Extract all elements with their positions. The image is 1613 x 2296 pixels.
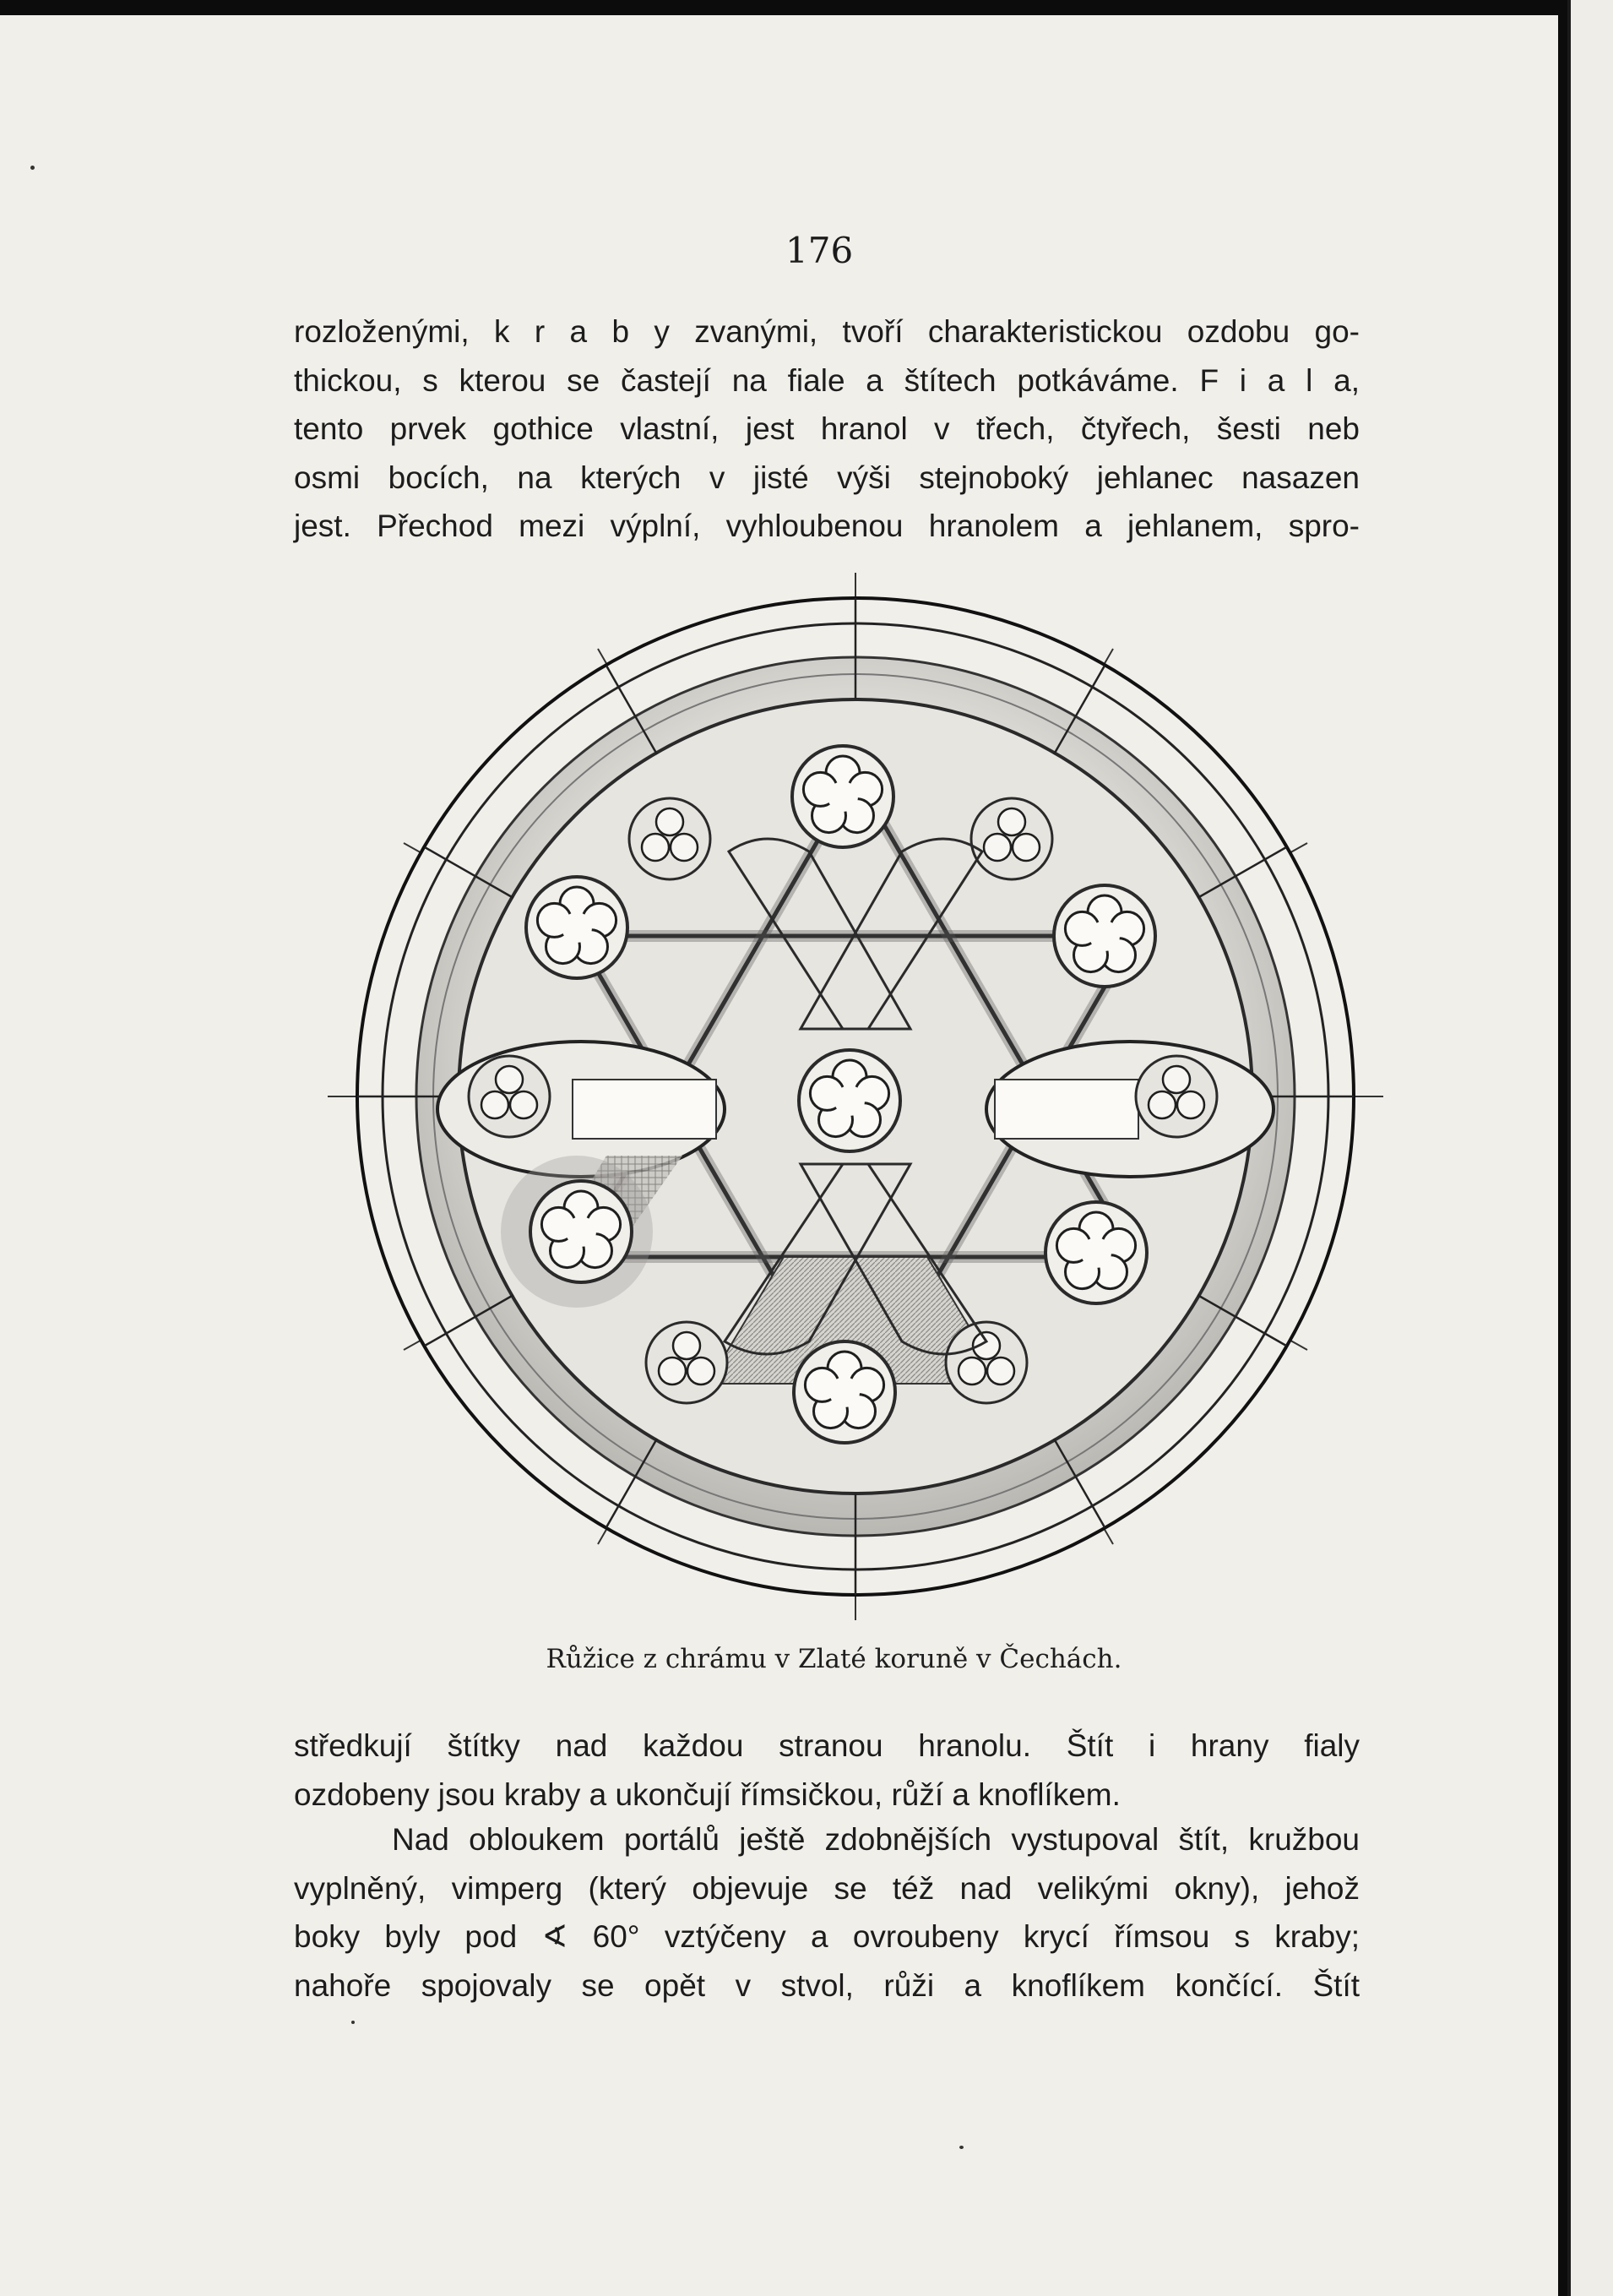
paragraph-3 [294, 1815, 1360, 2010]
dust-speck [30, 166, 35, 170]
page-number: 176 [785, 230, 854, 271]
figure-caption [0, 1644, 1558, 1674]
text-line: rozloženými, k r a b y zvanými, tvoří charakteristickou ozdobu go- [294, 314, 1360, 349]
paragraph-1 [294, 307, 1360, 551]
text-line: jest. Přechod mezi výplní, vyhloubenou hranolem a jehlanem, spro- [294, 509, 1360, 543]
text-line: středkují štítky nad každou stranou hranolu. Štít i hrany fialy [294, 1728, 1360, 1763]
text-line: Nad obloukem portálů ještě zdobnějších vystupoval štít, kružbou [392, 1822, 1360, 1857]
dust-speck [351, 2021, 355, 2024]
text-line: thickou, s kterou se častejí na fiale a štítech potkáváme. F i a l a, [294, 362, 1360, 398]
text-line: nahoře spojovaly se opět v stvol, růži a knoflíkem končící. Štít [294, 1967, 1360, 2003]
text-line: boky byly pod ∢ 60° vztýčeny a ovroubeny krycí římsou s kraby; [294, 1919, 1360, 1954]
paragraph-2 [294, 1722, 1360, 1819]
text-line: osmi bocích, na kterých v jisté výši stejnoboký jehlanec nasazen [294, 460, 1360, 495]
next-page-edge [1567, 0, 1613, 2296]
dust-speck [959, 2146, 964, 2149]
text-line: vyplněný, vimperg (který objevuje se též nad velikými okny), jehož [294, 1870, 1360, 1906]
caption-text: Růžice z chrámu v Zlaté koruně v Čechách. [546, 1644, 1122, 1674]
rose-window-illustration [328, 573, 1383, 1620]
text-line: ozdobeny jsou kraby a ukončují římsičkou, růží a knoflíkem. [294, 1776, 1121, 1812]
text-line: tento prvek gothice vlastní, jest hranol v třech, čtyřech, šesti neb [294, 411, 1360, 446]
